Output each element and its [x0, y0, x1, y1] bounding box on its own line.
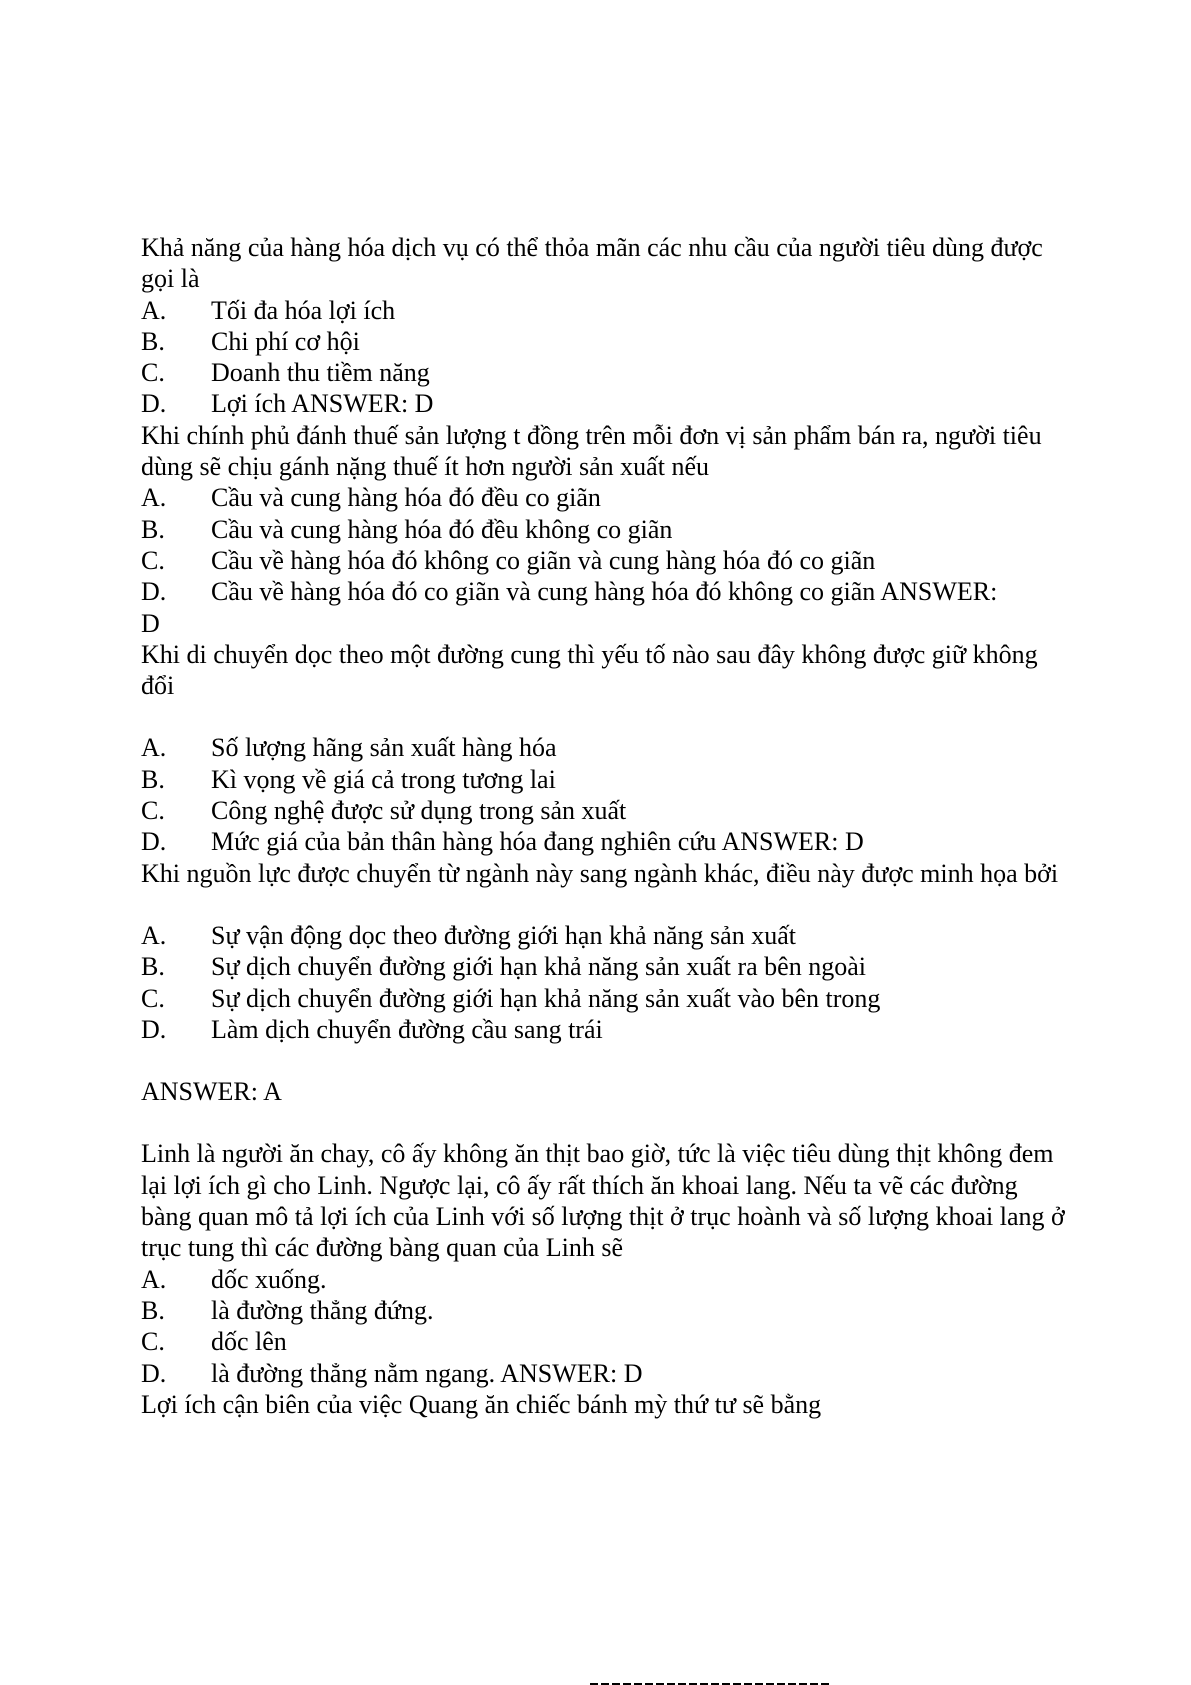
question-5 [141, 1138, 1066, 1388]
option-b [141, 951, 1066, 982]
option-letter: B. [141, 1295, 165, 1325]
option-c [141, 1326, 1066, 1357]
option-letter: A. [141, 1264, 167, 1294]
option-text: Doanh thu tiềm năng [211, 358, 430, 388]
option-letter: A. [141, 483, 167, 513]
option-text: Chi phí cơ hội [211, 326, 360, 356]
option-d [141, 1014, 1066, 1045]
option-text: Tối đa hóa lợi ích [211, 295, 396, 325]
option-letter: A. [141, 920, 167, 950]
question-text: Linh là người ăn chay, cô ấy không ăn thịt bao giờ, tức là việc tiêu dùng thịt không đem lại lợi ích gì cho Linh. Ngược lại, cô ấy rất thích ăn khoai lang. Nếu ta vẽ các đường bàng quan mô tả lợi ích của Linh với số lượng thịt ở trục hoành và số lượng khoai lang ở trục tung thì các đường bàng quan của Linh sẽ [141, 1139, 1065, 1263]
option-letter: D. [141, 1014, 167, 1044]
option-letter: B. [141, 326, 165, 356]
option-text: là đường thẳng đứng. [211, 1295, 434, 1325]
option-text: Công nghệ được sử dụng trong sản xuất [211, 796, 627, 826]
option-letter: B. [141, 952, 165, 982]
option-a [141, 295, 1066, 326]
question-text: Lợi ích cận biên của việc Quang ăn chiếc bánh mỳ thứ tư sẽ bằng [141, 1389, 822, 1419]
blank-line [141, 1045, 1066, 1076]
option-b [141, 326, 1066, 357]
option-text: Lợi ích ANSWER: D [211, 389, 434, 419]
option-text: Sự vận động dọc theo đường giới hạn khả năng sản xuất [211, 920, 796, 950]
option-b [141, 1295, 1066, 1326]
option-letter: D. [141, 1358, 167, 1388]
option-b [141, 514, 1066, 545]
option-a [141, 920, 1066, 951]
option-text: Mức giá của bản thân hàng hóa đang nghiên cứu ANSWER: D [211, 827, 864, 857]
question-1 [141, 232, 1066, 420]
blank-line [141, 701, 1066, 732]
option-text: dốc lên [211, 1327, 287, 1357]
option-c [141, 795, 1066, 826]
option-letter: C. [141, 1327, 165, 1357]
option-letter: C. [141, 545, 165, 575]
option-a [141, 482, 1066, 513]
answer-continuation: D [141, 608, 160, 638]
answer-line: ANSWER: A [141, 1077, 282, 1107]
option-text: Cầu và cung hàng hóa đó đều co giãn [211, 483, 601, 513]
option-b [141, 764, 1066, 795]
question-text: Khả năng của hàng hóa dịch vụ có thể thỏa mãn các nhu cầu của người tiêu dùng được gọi là [141, 233, 1043, 294]
option-letter: B. [141, 514, 165, 544]
blank-line [141, 1107, 1066, 1138]
option-letter: C. [141, 796, 165, 826]
option-text: Cầu và cung hàng hóa đó đều không co giãn [211, 514, 673, 544]
document-content [141, 232, 1066, 1420]
option-a [141, 732, 1066, 763]
option-text: Sự dịch chuyển đường giới hạn khả năng sản xuất ra bên ngoài [211, 952, 866, 982]
option-d [141, 576, 1066, 607]
option-text: Kì vọng về giá cả trong tương lai [211, 764, 556, 794]
option-letter: D. [141, 389, 167, 419]
option-letter: D. [141, 577, 167, 607]
option-letter: D. [141, 827, 167, 857]
option-letter: A. [141, 733, 167, 763]
option-c [141, 545, 1066, 576]
question-3 [141, 639, 1066, 858]
option-letter: C. [141, 983, 165, 1013]
option-d [141, 1358, 1066, 1389]
option-text: dốc xuống. [211, 1264, 327, 1294]
question-text: Khi chính phủ đánh thuế sản lượng t đồng trên mỗi đơn vị sản phẩm bán ra, người tiêu dùng sẽ chịu gánh nặng thuế ít hơn người sản xuất nếu [141, 420, 1042, 482]
option-c [141, 357, 1066, 388]
option-letter: C. [141, 358, 165, 388]
option-text: Sự dịch chuyển đường giới hạn khả năng sản xuất vào bên trong [211, 983, 881, 1013]
option-text: Làm dịch chuyển đường cầu sang trái [211, 1014, 603, 1044]
option-c [141, 983, 1066, 1014]
blank-line [141, 889, 1066, 920]
option-d [141, 388, 1066, 419]
option-a [141, 1264, 1066, 1295]
option-d [141, 826, 1066, 857]
question-2 [141, 420, 1066, 639]
option-text: Cầu về hàng hóa đó không co giãn và cung hàng hóa đó co giãn [211, 545, 876, 575]
question-text: Khi nguồn lực được chuyển từ ngành này sang ngành khác, điều này được minh họa bởi [141, 858, 1059, 888]
option-letter: B. [141, 764, 165, 794]
option-text: Số lượng hãng sản xuất hàng hóa [211, 733, 557, 763]
question-4 [141, 858, 1066, 1139]
question-text: Khi di chuyển dọc theo một đường cung thì yếu tố nào sau đây không được giữ không đổi [141, 639, 1038, 701]
option-text: là đường thẳng nằm ngang. ANSWER: D [211, 1358, 643, 1388]
option-text: Cầu về hàng hóa đó co giãn và cung hàng hóa đó không co giãn ANSWER: [211, 577, 998, 607]
question-6 [141, 1389, 1066, 1420]
option-letter: A. [141, 295, 167, 325]
